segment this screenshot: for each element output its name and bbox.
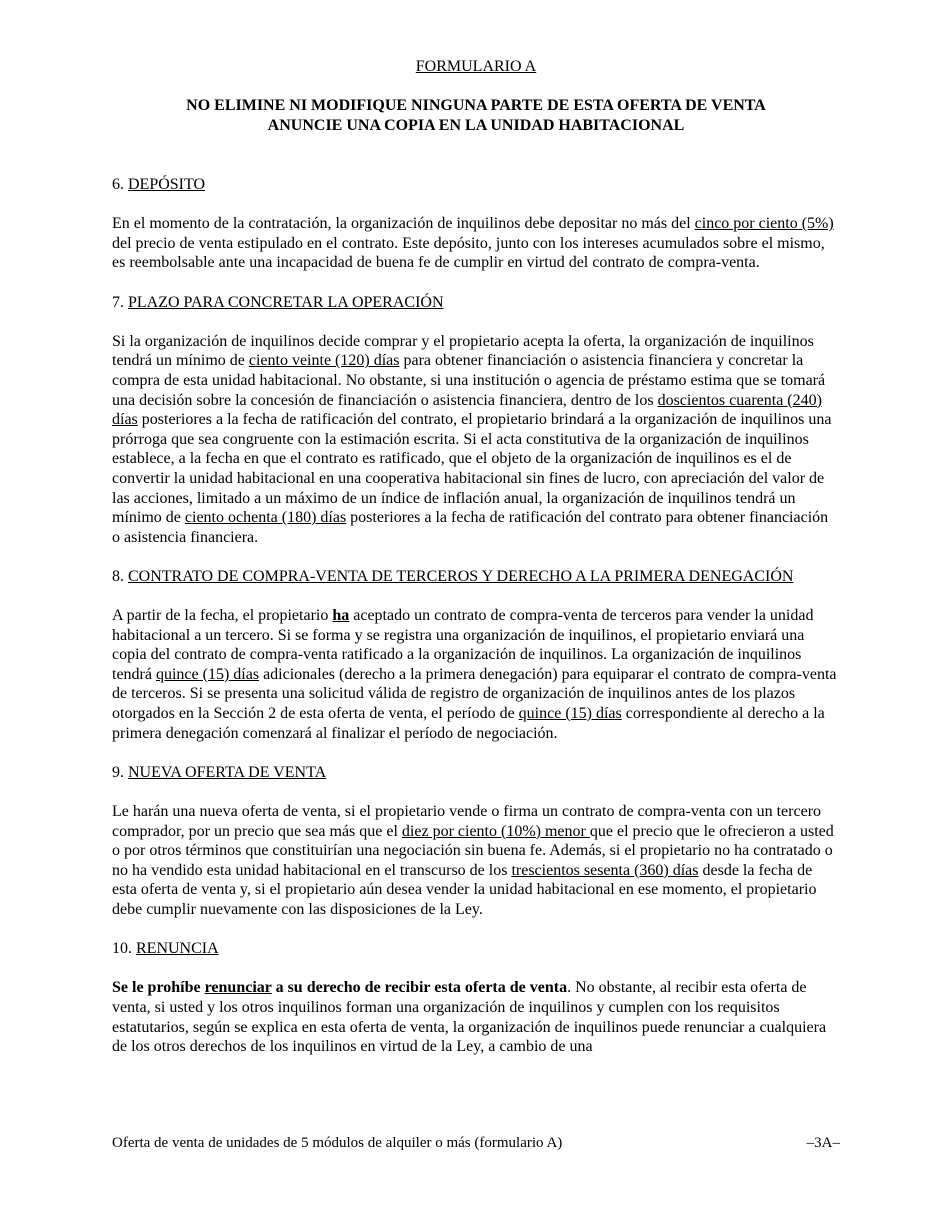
page-number: –3A– (806, 1135, 840, 1151)
warning-line-2: ANUNCIE UNA COPIA EN LA UNIDAD HABITACIONAL (267, 117, 685, 134)
text-run: posteriores a la fecha de ratificación del contrato para obtener financiación o asistencia financiera. (112, 509, 829, 546)
section-number: 7. (112, 293, 128, 311)
section-8-heading (112, 567, 840, 587)
text-run: . No obstante, al recibir esta oferta de venta, si usted y los otros inquilinos forman una organización de inquilinos y cumplen con los requisitos estatutarios, según se explica en esta oferta de venta, la organización de inquilinos puede renunciar a cualquiera de los otros derechos de los inquilinos en virtud de la Ley, a cambio de una (112, 979, 827, 1056)
bold-run: a su derecho de recibir esta oferta de venta (271, 979, 568, 997)
text-run: que el precio que le ofrecieron a usted o por otros términos que constituirían una negociación sin buena fe. Además, si el propietario no ha contratado o no ha vendido esta unidad habitacional en el transcurso de los (112, 822, 834, 879)
section-title: CONTRATO DE COMPRA-VENTA DE TERCEROS Y DERECHO A LA PRIMERA DENEGACIÓN (128, 567, 794, 585)
form-title: FORMULARIO A (415, 58, 537, 75)
text-run: Le harán una nueva oferta de venta, si el propietario vende o firma un contrato de compra-venta con un tercero comprador, por un precio que sea más que el (112, 803, 822, 840)
text-run: posteriores a la fecha de ratificación del contrato, el propietario brindará a la organización de inquilinos una prórroga que sea congruente con la estimación escrita. Si el acta constitutiva de la organización de inquilinos establece, a la fecha en que el contrato es ratificado, que el objeto de la organización de inquilinos es el de convertir la unidad habitacional en una cooperativa habitacional sin fines de lucro, con apreciación del valor de las acciones, limitado a un máximo de un índice de inflación anual, la organización de inquilinos tendrá un mínimo de (112, 411, 832, 527)
text-run: del precio de venta estipulado en el contrato. Este depósito, junto con los intereses acumulados sobre el mismo, es reembolsable ante una incapacidad de buena fe de cumplir en virtud del contrato de compra-venta. (112, 234, 825, 272)
warning-notice (112, 96, 840, 136)
underlined-term: quince (15) días (518, 705, 622, 723)
text-run: aceptado un contrato de compra-venta de terceros para vender la unidad habitacional a un tercero. Si se forma y se registra una organización de inquilinos, el propietario enviará una copia del contrato de compra-venta ratificado a la organización de inquilinos. La organización de inquilinos tendrá (112, 607, 814, 683)
section-10-paragraph (112, 978, 840, 1056)
section-title: DEPÓSITO (128, 176, 206, 193)
section-10-heading (112, 939, 840, 959)
section-number: 9. (112, 763, 128, 781)
section-number: 6. (112, 176, 128, 193)
text-run: A partir de la fecha, el propietario (112, 607, 333, 625)
bold-run: Se le prohíbe (112, 979, 205, 997)
text-run: desde la fecha de esta oferta de venta y, si el propietario aún desea vender la unidad habitacional en ese momento, el propietario debe cumplir nuevamente con las disposiciones de la Ley. (112, 861, 817, 918)
section-title: PLAZO PARA CONCRETAR LA OPERACIÓN (128, 293, 444, 311)
text-run: En el momento de la contratación, la organización de inquilinos debe depositar no más del (112, 215, 695, 233)
text-run: para obtener financiación o asistencia financiera y concretar la compra de esta unidad habitacional. No obstante, si una institución o agencia de préstamo estima que se tomará una decisión sobre la concesión de financiación o asistencia financiera, dentro de los (112, 352, 826, 409)
underlined-term: trescientos sesenta (360) días (511, 861, 699, 879)
document-body (112, 175, 840, 1076)
section-title: NUEVA OFERTA DE VENTA (128, 763, 327, 781)
section-number: 10. (112, 940, 136, 958)
underlined-term: ciento ochenta (180) días (184, 509, 347, 527)
underlined-term: diez por ciento (10%) menor (401, 822, 590, 840)
section-number: 8. (112, 567, 128, 585)
warning-line-1: NO ELIMINE NI MODIFIQUE NINGUNA PARTE DE ESTA OFERTA DE VENTA (186, 97, 766, 114)
section-7-heading (112, 293, 840, 313)
emphasized-term: renunciar (204, 979, 272, 997)
text-run: adicionales (derecho a la primera denegación) para equiparar el contrato de compra-venta de terceros. Si se presenta una solicitud válida de registro de organización de inquilinos antes de los plazos otorgados en la Sección 2 de esta oferta de venta, el período de (112, 665, 837, 723)
section-7-paragraph (112, 332, 840, 548)
footer-document-title: Oferta de venta de unidades de 5 módulos de alquiler o más (formulario A) (112, 1135, 563, 1151)
section-8-paragraph (112, 606, 840, 743)
section-9-paragraph (112, 802, 840, 920)
underlined-term: quince (15) días (155, 665, 260, 683)
underlined-term: cinco por ciento (5%) (694, 215, 834, 233)
section-6-heading (112, 175, 840, 195)
text-run: correspondiente al derecho a la primera denegación comenzará al finalizar el período de negociación. (112, 705, 825, 742)
text-run: Si la organización de inquilinos decide comprar y el propietario acepta la oferta, la organización de inquilinos tendrá un mínimo de (112, 332, 814, 370)
underlined-term: doscientos cuarenta (240) días (112, 391, 822, 429)
section-6-paragraph (112, 214, 840, 273)
underlined-term: ciento veinte (120) días (248, 352, 400, 370)
section-title: RENUNCIA (136, 940, 219, 958)
section-9-heading (112, 763, 840, 783)
emphasized-term: ha (332, 607, 350, 625)
